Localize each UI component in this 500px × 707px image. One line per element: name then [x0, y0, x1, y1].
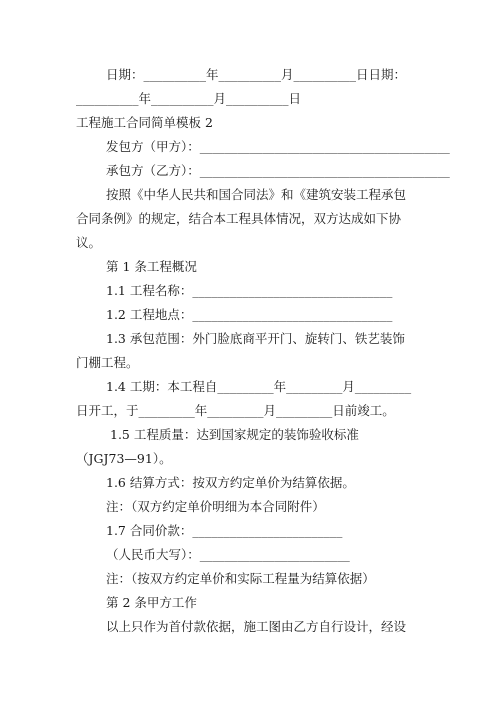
- clause-text: 1.3 承包范围：外门脸底商平开门、旋转门、铁艺装饰: [106, 331, 405, 346]
- document-title: [0, 110, 500, 136]
- clause-1-7: [0, 518, 500, 544]
- clause-1-5-line-2: [0, 446, 500, 472]
- clause-text: 1.5 工程质量：达到国家规定的装饰验收标准: [110, 427, 359, 442]
- clause-text: 门棚工程。: [76, 355, 139, 370]
- party-b-text: 承包方（乙方）：________________________________________: [106, 163, 450, 178]
- clause-text: 1.7 合同价款：________________________: [106, 523, 343, 538]
- amount-in-words-line: [0, 542, 500, 568]
- date-text: 日期：__________年__________月__________日日期：: [106, 67, 407, 82]
- clause-1-3-line-1: [0, 326, 500, 352]
- date-text: __________年__________月__________日: [76, 91, 302, 106]
- paragraph-text: 以上只作为首付款依据，施工图由乙方自行设计，经设: [106, 619, 407, 634]
- note-2: [0, 566, 500, 592]
- clause-1-6: [0, 470, 500, 496]
- date-line-2: [0, 86, 500, 112]
- clause-text: （JGJ73—91）。: [76, 451, 172, 466]
- article-1-heading: [0, 254, 500, 280]
- intro-paragraph-line-2: [0, 206, 500, 232]
- clause-1-5-line-1: [0, 422, 500, 448]
- clause-1-4-line-2: [0, 398, 500, 424]
- paragraph-text: 议。: [76, 235, 102, 250]
- intro-paragraph-line-3: [0, 230, 500, 256]
- note-text: 注：（双方约定单价明细为本合同附件）: [106, 499, 325, 514]
- paragraph-text: 按照《中华人民共和国合同法》和《建筑安装工程承包: [106, 187, 407, 202]
- intro-paragraph-line-1: [0, 182, 500, 208]
- clause-text: 1.4 工期：本工程自_________年_________月_________: [106, 379, 412, 394]
- note-text: 注：（按双方约定单价和实际工程量为结算依据）: [106, 571, 375, 586]
- clause-1-3-line-2: [0, 350, 500, 376]
- clause-text: 1.2 工程地点：________________________________: [106, 307, 393, 322]
- paragraph-text: 合同条例》的规定，结合本工程具体情况，双方达成如下协: [76, 211, 402, 226]
- clause-1-1: [0, 278, 500, 304]
- article-2-paragraph-line-1: [0, 614, 500, 640]
- party-a-line: [0, 134, 500, 160]
- party-b-line: [0, 158, 500, 184]
- clause-text: 日开工，于_________年_________月_________日前竣工。: [76, 403, 395, 418]
- party-a-text: 发包方（甲方）：________________________________________: [106, 139, 450, 154]
- amount-text: （人民币大写）：________________________: [106, 547, 350, 562]
- date-line-1: [0, 62, 500, 88]
- article-2-heading: [0, 590, 500, 616]
- heading-text: 第 2 条甲方工作: [106, 595, 197, 610]
- clause-text: 1.6 结算方式：按双方约定单价为结算依据。: [106, 475, 355, 490]
- note-1: [0, 494, 500, 520]
- heading-text: 第 1 条工程概况: [106, 259, 197, 274]
- clause-text: 1.1 工程名称：________________________________: [106, 283, 393, 298]
- clause-1-2: [0, 302, 500, 328]
- clause-1-4-line-1: [0, 374, 500, 400]
- title-text: 工程施工合同简单模板 2: [76, 115, 213, 130]
